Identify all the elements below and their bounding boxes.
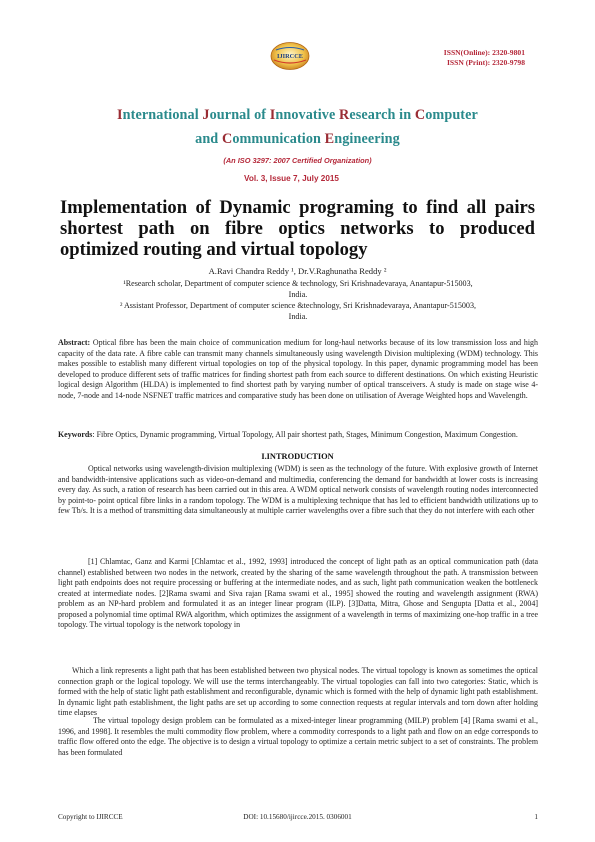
journal-line1-segment: nnovative: [275, 107, 340, 123]
issn-block: [444, 48, 525, 68]
affiliation-1-line1: ¹Research scholar, Department of computer science & technology, Sri Krishnadevaraya, Anantapur-515003,: [123, 279, 473, 288]
footer-copyright: Copyright to IJIRCCE: [58, 813, 123, 821]
journal-line1-segment: C: [414, 107, 426, 123]
issn-print: ISSN (Print): 2320-9798: [446, 58, 525, 67]
intro-paragraph-1: Optical networks using wavelength-division multiplexing (WDM) is seen as the technology of the future. With explosive growth of Internet and bandwidth-intensive applications such as video-on-demand and multimedia, conferencing the demand for bandwidth at lower costs is increasing every day. As such, a ration of research has been carried out in this area. A WDM optical network consists of wavelength routing nodes interconnected by point-to- point optical fibre links in a random topology. The WDM is a multiplexing technique that has led to efficient bandwidth utilizations up to few Tb/s. It is a method of transmitting data simultaneously at multiple carrier wavelengths over a fibre such that they do not interfere with each other: [58, 464, 538, 516]
footer-page-number: 1: [534, 813, 538, 821]
journal-line1-segment: omputer: [425, 107, 478, 123]
footer-doi: DOI: 10.15680/ijircce.2015. 0306001: [243, 813, 352, 821]
affiliation-1-line2: India.: [288, 289, 308, 299]
journal-line1-segment: nternational: [122, 107, 203, 123]
keywords: [58, 430, 538, 441]
affiliation-1: [58, 279, 538, 300]
affiliation-2-line2: India.: [288, 311, 308, 321]
journal-line1-segment: J: [202, 107, 210, 123]
abstract-label: Abstract:: [58, 338, 91, 347]
iso-certification: (An ISO 3297: 2007 Certified Organization): [223, 156, 372, 165]
journal-name-line2: [0, 131, 595, 148]
keywords-label: Keywords: [58, 430, 93, 439]
journal-line1-segment: ournal of: [209, 107, 270, 123]
affiliation-2: [58, 301, 538, 322]
affiliation-2-line1: ² Assistant Professor, Department of computer science &technology, Sri Krishnadevaraya, Anantapur-515003,: [119, 301, 477, 310]
intro-paragraph-3: Which a link represents a light path that has been established between two physical nodes. The virtual topology is known as sometimes the optical connection graph or the logical topology. We will use the terms interchangeably. The virtual topologies can fall into two categories: Static, which is formed with the help of static light path establishment and reconfigurable, dynamic which is formed with the help of dynamic light path establishment. In dynamic light path establishment, the light paths are set up according to some connection requests at regular intervals and torn down after holding time elapses: [58, 666, 538, 718]
keywords-text: : Fibre Optics, Dynamic programming, Virtual Topology, All pair shortest path, Stages, Minimum Congestion, Maximum Congestion.: [92, 430, 518, 439]
volume-issue: Vol. 3, Issue 7, July 2015: [244, 174, 339, 183]
journal-line1-segment: esearch in: [349, 107, 415, 123]
journal-line1-segment: I: [269, 107, 276, 123]
issn-online: ISSN(Online): 2320-9801: [443, 48, 525, 57]
abstract-text: Optical fibre has been the main choice of communication medium for long-haul networks because of its low transmission loss and high capacity of the data rate. A fibre cable can transmit many channels simultaneously using wavelength Division multiplexing (WDM) technology. This makes possible to establish many different virtual topologies on top of the physical topology. In this paper, dynamic programming model has been developed to produce different sets of traffic matrices for finding shortest path from each source to different destinations. On which existing Heuristic logical design Algorithm (HLDA) is implemented to find shortest path by varying number of optical transceivers. A study is made on stage wise 4-node, 7-node and 14-node NSFNET traffic matrices and comparative study has been done on utilisation of Average Weighted hops and Wavelength.: [58, 338, 538, 400]
intro-paragraph-2: [1] Chlamtac, Ganz and Karmi [Chlamtac et al., 1992, 1993] introduced the concept of light path as an optical communication path (data channel) established between two nodes in the network, created by the sharing of the same wavelength throughout the path. A transmission between light path endpoints does not require processing or buffering at the intermediate nodes, and as such, light path communication weaken the bottleneck created at intermediate nodes. [2]Rama swami and Siva rajan [Rama swami et al., 1995] showed the routing and wavelength assignment (RWA) problem as an NP-hard problem and formulated it as an integer linear program (ILP). [3]Datta, Mitra, Ghose and Sengupta [Datta et al., 2004] proposed a polynomial time optimal RWA algorithm, which optimizes the assignment of a wavelength in terms of maximizing one-hop traffic in a tree topology. The virtual topology is the network topology in: [58, 557, 538, 630]
paper-title: Implementation of Dynamic programing to find all pairs shortest path on fibre optics networks to produced optimized routing and virtual topology: [60, 197, 535, 260]
logo-text: IJIRCCE: [277, 53, 303, 60]
journal-line2-segment: ommunication: [232, 131, 325, 147]
ijircce-journal-logo: [270, 41, 310, 71]
journal-line2-segment: ngineering: [334, 131, 400, 147]
authors: A.Ravi Chandra Reddy ¹, Dr.V.Raghunatha Reddy ²: [208, 266, 387, 276]
journal-line1-segment: R: [339, 107, 350, 123]
section-heading-introduction: I.INTRODUCTION: [261, 452, 334, 461]
journal-name-line1: [0, 107, 595, 124]
intro-paragraph-4: The virtual topology design problem can be formulated as a mixed-integer linear programming (MILP) problem [4] [Rama swami et al., 1996, and 1998]. It resembles the multi commodity flow problem, where a commodity corresponds to a light path and flow on an edge corresponds to traffic flow offered onto the edge. The objective is to design a virtual topology to optimize a certain metric subject to a set of constraints. The problem has been formulated: [58, 716, 538, 757]
journal-line1-segment: I: [117, 107, 123, 123]
journal-line2-segment: and: [195, 131, 222, 147]
journal-line2-segment: E: [324, 131, 335, 147]
journal-line2-segment: C: [221, 131, 233, 147]
abstract: [58, 338, 538, 401]
